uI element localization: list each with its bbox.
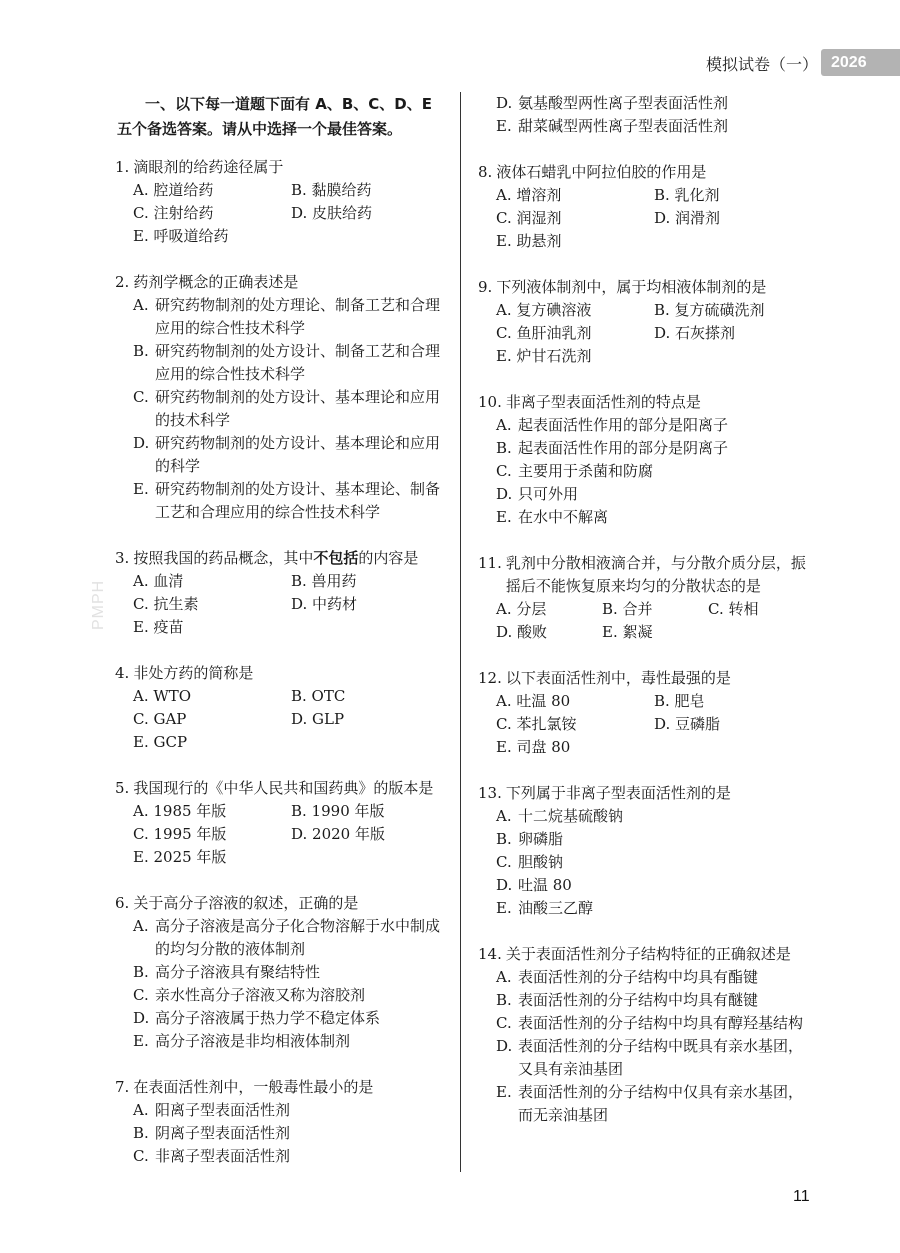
question-number: 13. [478,784,502,802]
question [115,892,450,1053]
option: A. 腔道给药 [133,181,214,199]
right-column [478,92,808,1150]
option-text: 表面活性剂的分子结构中均具有醚键 [518,991,759,1009]
option-letter: E. [133,480,149,498]
option: A. 吐温 80 [496,692,571,710]
options [115,800,450,869]
option-text: 高分子溶液属于热力学不稳定体系 [155,1009,381,1027]
option [133,1007,450,1030]
option [496,989,808,1012]
question [478,391,808,529]
option-text: 胆酸钠 [518,853,564,871]
option-text: 只可外用 [518,485,579,503]
question-number: 1. [115,158,130,176]
option-letter: B. [496,830,512,848]
option: A. 复方碘溶液 [496,301,592,319]
option [496,851,808,874]
question-number: 9. [478,278,493,296]
option-letter: C. [133,1147,149,1165]
option: B. 乳化剂 [654,186,720,204]
options-grid [133,570,450,639]
option-letter: B. [133,1124,149,1142]
question [478,667,808,759]
options [115,179,450,248]
option: C. 转相 [708,600,759,618]
option: A. WTO [133,687,192,705]
options [478,966,808,1127]
option-letter: C. [496,853,512,871]
option-letter: E. [496,117,512,135]
question-text: 以下表面活性剂中，毒性最强的是 [505,669,731,687]
option-text: 研究药物制剂的处方设计、基本理论和应用的科学 [155,434,441,475]
option [496,92,808,115]
options [115,915,450,1053]
option-text: 氨基酸型两性离子型表面活性剂 [518,94,729,112]
option [496,805,808,828]
question-number: 11. [478,554,502,572]
option [133,432,450,478]
option: C. 1995 年版 [133,825,227,843]
question-stem [478,782,808,805]
question [478,552,808,644]
options-grid [496,690,808,759]
question-text: 关于高分子溶液的叙述，正确的是 [133,894,359,912]
option [133,1122,450,1145]
option: A. 分层 [496,600,547,618]
option-text: 研究药物制剂的处方设计、制备工艺和合理应用的综合性技术科学 [155,342,441,383]
option [496,874,808,897]
question-stem [478,943,808,966]
watermark: PMPH [90,579,107,630]
question [115,1076,450,1168]
question-stem [115,156,450,179]
option: B. 1990 年版 [291,802,385,820]
question-number: 8. [478,163,493,181]
option: E. 絮凝 [602,623,653,641]
option: E. 炉甘石洗剂 [496,347,592,365]
option-letter: E. [496,899,512,917]
option-letter: A. [133,296,149,314]
option: D. 酸败 [496,623,548,641]
question-number: 6. [115,894,130,912]
option [496,115,808,138]
options [478,414,808,529]
option: D. 润滑剂 [654,209,721,227]
option: C. 抗生素 [133,595,199,613]
option-letter: A. [496,416,512,434]
option-text: 在水中不解离 [518,508,609,526]
option: B. 兽用药 [291,572,357,590]
option-letter: C. [496,462,512,480]
question-text: 关于表面活性剂分子结构特征的正确叙述是 [505,945,791,963]
question-stem [115,271,450,294]
option: D. 石灰搽剂 [654,324,736,342]
question-stem [115,547,450,570]
option-letter: D. [496,876,513,894]
question-text: 药剂学概念的正确表述是 [133,273,299,291]
emphasis-text: 不包括 [313,549,359,567]
option-letter: E. [496,1083,512,1101]
option [133,1099,450,1122]
question-text: 我国现行的《中华人民共和国药典》的版本是 [133,779,434,797]
option [496,828,808,851]
option-letter: B. [496,991,512,1009]
option-text: 表面活性剂的分子结构中均具有酯键 [518,968,759,986]
option: D. 豆磷脂 [654,715,721,733]
option-letter: C. [133,986,149,1004]
option: C. 注射给药 [133,204,214,222]
question-text: 液体石蜡乳中阿拉伯胶的作用是 [496,163,707,181]
option-text: 表面活性剂的分子结构中既具有亲水基团，又具有亲油基团 [518,1037,804,1078]
question [478,276,808,368]
question-number: 2. [115,273,130,291]
option: D. 皮肤给药 [291,204,373,222]
option-letter: A. [496,968,512,986]
page-header-title: 模拟试卷（一） [706,55,819,74]
option [133,961,450,984]
question-text: 非离子型表面活性剂的特点是 [505,393,701,411]
column-divider [460,92,461,1172]
option: E. 呼吸道给药 [133,227,229,245]
question-text: 按照我国的药品概念，其中不包括的内容是 [133,549,419,567]
option: C. 鱼肝油乳剂 [496,324,592,342]
option-text: 高分子溶液具有聚结特性 [155,963,321,981]
option-letter: A. [496,807,512,825]
option [496,483,808,506]
option-text: 表面活性剂的分子结构中均具有醇羟基结构 [518,1014,804,1032]
option-text: 油酸三乙醇 [518,899,594,917]
options [478,598,808,644]
options [478,299,808,368]
question [115,662,450,754]
option: B. 复方硫磺洗剂 [654,301,765,319]
option-letter: B. [496,439,512,457]
option-text: 研究药物制剂的处方设计、基本理论和应用的技术科学 [155,388,441,429]
option: C. GAP [133,710,187,728]
question-text: 滴眼剂的给药途径属于 [133,158,284,176]
option [133,340,450,386]
options [115,1099,450,1168]
left-column [115,92,450,1191]
question [115,547,450,639]
option-text: 起表面活性作用的部分是阳离子 [518,416,729,434]
option [133,386,450,432]
option-text: 亲水性高分子溶液又称为溶胶剂 [155,986,366,1004]
question-stem [115,892,450,915]
options-grid [496,184,808,253]
option: E. 助悬剂 [496,232,562,250]
question-stem [115,662,450,685]
option-letter: C. [133,388,149,406]
question-text: 下列液体制剂中，属于均相液体制剂的是 [496,278,767,296]
option: B. OTC [291,687,346,705]
option [133,1030,450,1053]
question [115,271,450,524]
question-number: 12. [478,669,502,687]
option-letter: D. [133,434,150,452]
section-heading: 一、以下每一道题下面有 A、B、C、D、E 五个备选答案。请从中选择一个最佳答案。 [117,95,432,138]
option: C. 润湿剂 [496,209,562,227]
option-text: 十二烷基硫酸钠 [518,807,624,825]
option [133,478,450,524]
option-letter: E. [133,1032,149,1050]
option-letter: D. [133,1009,150,1027]
option [496,414,808,437]
question [478,943,808,1127]
option [133,915,450,961]
option: A. 增溶剂 [496,186,562,204]
options-grid [133,685,450,754]
option-text: 高分子溶液是非均相液体制剂 [155,1032,351,1050]
left-question-list [115,156,450,1168]
question-text: 下列属于非离子型表面活性剂的是 [505,784,731,802]
options-grid [133,179,450,248]
option-text: 研究药物制剂的处方设计、基本理论、制备工艺和合理应用的综合性技术科学 [155,480,441,521]
page-number: 11 [793,1188,810,1205]
question-stem [115,1076,450,1099]
question-stem [478,667,808,690]
question [478,782,808,920]
option-text: 吐温 80 [518,876,572,894]
question-stem [478,552,808,598]
option [496,1012,808,1035]
right-question-list [478,161,808,1127]
option: B. 肥皂 [654,692,705,710]
option [496,1035,808,1081]
option [133,1145,450,1168]
option [496,966,808,989]
option-text: 非离子型表面活性剂 [155,1147,291,1165]
options-grid [496,598,808,644]
option-text: 卵磷脂 [518,830,564,848]
option: E. 2025 年版 [133,848,227,866]
option: E. 司盘 80 [496,738,571,756]
option [496,437,808,460]
options [115,685,450,754]
options [115,570,450,639]
option-letter: C. [496,1014,512,1032]
option-letter: D. [496,485,513,503]
option-text: 甜菜碱型两性离子型表面活性剂 [518,117,729,135]
option-text: 起表面活性作用的部分是阴离子 [518,439,729,457]
question-number: 10. [478,393,502,411]
options-grid [496,299,808,368]
options [478,690,808,759]
option-text: 主要用于杀菌和防腐 [518,462,654,480]
option-letter: B. [133,963,149,981]
option: B. 合并 [602,600,653,618]
option-letter: D. [496,94,513,112]
option-text: 表面活性剂的分子结构中仅具有亲水基团，而无亲油基团 [518,1083,804,1124]
option [496,1081,808,1127]
option [496,897,808,920]
question-stem [478,276,808,299]
option-letter: A. [133,917,149,935]
option: B. 黏膜给药 [291,181,372,199]
question-stem [478,391,808,414]
options-grid [133,800,450,869]
options [478,184,808,253]
question-text: 非处方药的简称是 [133,664,254,682]
option: E. GCP [133,733,188,751]
option: C. 苯扎氯铵 [496,715,577,733]
options [478,805,808,920]
options [115,294,450,524]
question-number: 7. [115,1078,130,1096]
question-text: 在表面活性剂中，一般毒性最小的是 [133,1078,374,1096]
question [478,161,808,253]
option: E. 疫苗 [133,618,184,636]
option: D. GLP [291,710,345,728]
question-number: 14. [478,945,502,963]
question [115,156,450,248]
question-number: 4. [115,664,130,682]
question-stem [115,777,450,800]
option [133,984,450,1007]
question-text: 乳剂中分散相液滴合并，与分散介质分层，振摇后不能恢复原来均匀的分散状态的是 [505,554,806,595]
option: D. 中药材 [291,595,358,613]
question-number: 3. [115,549,130,567]
option-letter: D. [496,1037,513,1055]
option [496,506,808,529]
option-letter: B. [133,342,149,360]
option-text: 高分子溶液是高分子化合物溶解于水中制成的均匀分散的液体制剂 [155,917,441,958]
option [496,460,808,483]
option: D. 2020 年版 [291,825,385,843]
option-text: 阴离子型表面活性剂 [155,1124,291,1142]
option-text: 阳离子型表面活性剂 [155,1101,291,1119]
question [115,777,450,869]
question-stem [478,161,808,184]
option [133,294,450,340]
option: A. 血清 [133,572,184,590]
option-letter: A. [133,1101,149,1119]
question-7-continuation [478,92,808,138]
option: A. 1985 年版 [133,802,227,820]
year-tab: 2026 [821,49,900,76]
option-letter: E. [496,508,512,526]
question-number: 5. [115,779,130,797]
option-text: 研究药物制剂的处方理论、制备工艺和合理应用的综合性技术科学 [155,296,441,337]
